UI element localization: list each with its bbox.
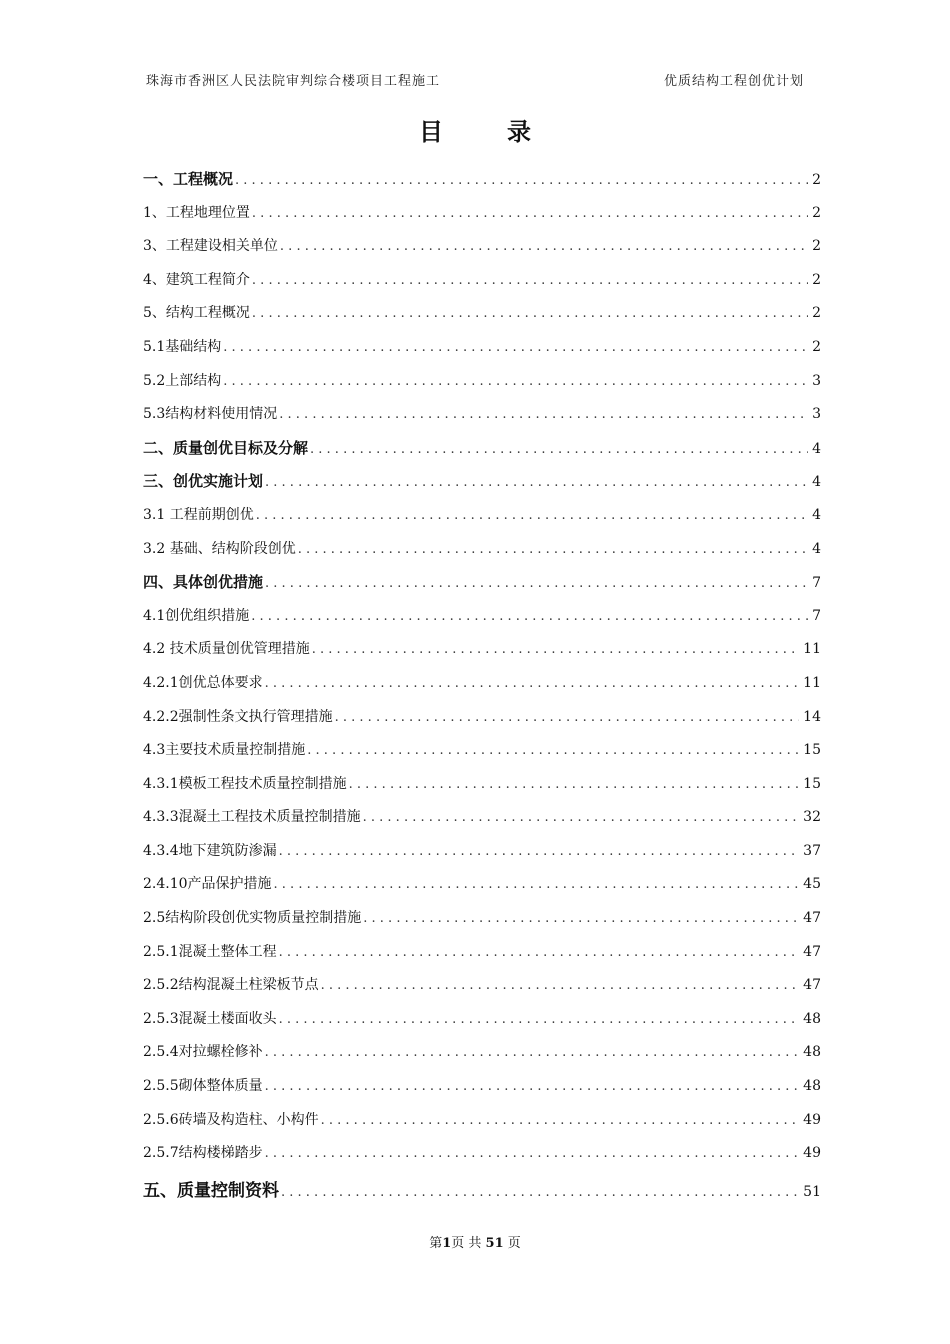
toc-leader-dots: [223, 374, 808, 389]
toc-entry-label: 2.5.1混凝土整体工程: [143, 943, 277, 960]
toc-entry[interactable]: [143, 907, 821, 941]
toc-entry-label: 四、具体创优措施: [143, 573, 264, 592]
toc-entry[interactable]: [143, 873, 821, 907]
toc-entry[interactable]: [143, 470, 821, 504]
toc-entry[interactable]: [143, 638, 821, 672]
toc-entry-page: 4: [812, 540, 821, 557]
toc-leader-dots: [265, 576, 808, 591]
toc-leader-dots: [279, 407, 808, 422]
toc-entry-label: 5.2上部结构: [143, 372, 222, 389]
footer-suffix: 页: [503, 1236, 521, 1251]
toc-entry-label: 三、创优实施计划: [143, 472, 264, 491]
toc-entry[interactable]: [143, 571, 821, 605]
toc-entry-page: 4: [812, 506, 821, 523]
table-of-contents: [143, 168, 821, 1209]
toc-entry-page: 11: [803, 641, 821, 658]
toc-entry[interactable]: [143, 1109, 821, 1143]
toc-entry-page: 47: [803, 910, 821, 927]
toc-entry-page: 2: [812, 238, 821, 255]
toc-entry-page: 47: [803, 977, 821, 994]
toc-entry-label: 5、结构工程概况: [143, 305, 250, 322]
toc-leader-dots: [252, 206, 808, 221]
toc-entry[interactable]: [143, 605, 821, 639]
toc-entry-page: 48: [803, 1044, 821, 1061]
toc-entry-label: 2.5结构阶段创优实物质量控制措施: [143, 910, 362, 927]
toc-entry-page: 32: [803, 809, 821, 826]
toc-leader-dots: [256, 508, 808, 523]
toc-entry[interactable]: [143, 739, 821, 773]
toc-entry-label: 5.1基础结构: [143, 338, 222, 355]
toc-entry[interactable]: [143, 974, 821, 1008]
toc-entry-page: 14: [803, 708, 821, 725]
toc-entry-label: 3、工程建设相关单位: [143, 238, 278, 255]
toc-entry-page: 48: [803, 1010, 821, 1027]
toc-entry[interactable]: [143, 336, 821, 370]
toc-entry[interactable]: [143, 538, 821, 572]
toc-entry-label: 五、质量控制资料: [143, 1180, 279, 1201]
toc-entry-label: 4.1创优组织措施: [143, 607, 250, 624]
toc-entry-page: 2: [812, 305, 821, 322]
toc-entry-page: 48: [803, 1078, 821, 1095]
toc-entry-page: 2: [812, 172, 821, 188]
toc-entry[interactable]: [143, 706, 821, 740]
toc-entry-page: 15: [803, 742, 821, 759]
toc-leader-dots: [265, 1045, 800, 1060]
toc-entry-label: 4.3主要技术质量控制措施: [143, 742, 306, 759]
toc-entry-label: 4.3.3混凝土工程技术质量控制措施: [143, 809, 361, 826]
toc-entry-page: 3: [812, 406, 821, 423]
toc-entry[interactable]: [143, 806, 821, 840]
toc-leader-dots: [335, 710, 800, 725]
toc-leader-dots: [279, 844, 800, 859]
toc-entry-label: 2.5.7结构楼梯踏步: [143, 1145, 263, 1162]
toc-leader-dots: [349, 777, 800, 792]
toc-entry-label: 4.3.1模板工程技术质量控制措施: [143, 775, 347, 792]
toc-entry-label: 2.5.4对拉螺栓修补: [143, 1044, 263, 1061]
toc-entry-page: 7: [812, 575, 821, 592]
toc-entry-page: 11: [803, 674, 821, 691]
toc-leader-dots: [298, 542, 808, 557]
toc-leader-dots: [223, 340, 808, 355]
toc-leader-dots: [274, 877, 800, 892]
toc-leader-dots: [363, 810, 800, 825]
toc-entry-page: 15: [803, 775, 821, 792]
toc-entry[interactable]: [143, 235, 821, 269]
toc-leader-dots: [279, 945, 800, 960]
toc-entry[interactable]: [143, 1008, 821, 1042]
toc-leader-dots: [321, 978, 800, 993]
header-project-name: 珠海市香洲区人民法院审判综合楼项目工程施工: [146, 74, 441, 89]
toc-entry[interactable]: [143, 773, 821, 807]
toc-leader-dots: [265, 676, 800, 691]
toc-entry-label: 一、工程概况: [143, 170, 234, 188]
footer-mid: 页 共: [451, 1236, 486, 1251]
toc-leader-dots: [265, 475, 808, 490]
toc-entry-page: 47: [803, 943, 821, 960]
toc-entry-page: 45: [803, 876, 821, 893]
toc-leader-dots: [281, 1185, 799, 1200]
footer-total-pages: 51: [485, 1236, 504, 1251]
toc-entry-label: 3.2 基础、结构阶段创优: [143, 540, 296, 557]
toc-entry-page: 49: [803, 1111, 821, 1128]
toc-entry-page: 4: [812, 440, 821, 457]
toc-entry-page: 4: [812, 474, 821, 491]
toc-entry[interactable]: [143, 403, 821, 437]
toc-entry-label: 2.5.2结构混凝土柱梁板节点: [143, 977, 319, 994]
toc-entry-page: 37: [803, 842, 821, 859]
toc-title: [0, 112, 950, 152]
toc-entry-label: 二、质量创优目标及分解: [143, 438, 309, 457]
toc-entry[interactable]: [143, 1075, 821, 1109]
toc-entry-page: 2: [812, 204, 821, 221]
toc-entry-page: 49: [803, 1145, 821, 1162]
toc-entry-label: 5.3结构材料使用情况: [143, 406, 278, 423]
toc-entry[interactable]: [143, 1142, 821, 1176]
page-header: [146, 70, 804, 92]
toc-entry-label: 1、工程地理位置: [143, 204, 250, 221]
page-footer: [0, 1232, 950, 1251]
toc-leader-dots: [265, 1079, 800, 1094]
toc-entry-page: 3: [812, 372, 821, 389]
toc-leader-dots: [251, 609, 808, 624]
toc-entry[interactable]: [143, 941, 821, 975]
toc-entry[interactable]: [143, 202, 821, 236]
toc-entry[interactable]: [143, 1041, 821, 1075]
toc-entry-label: 2.5.3混凝土楼面收头: [143, 1010, 277, 1027]
toc-leader-dots: [280, 239, 808, 254]
toc-entry-page: 2: [812, 338, 821, 355]
toc-entry[interactable]: [143, 370, 821, 404]
toc-leader-dots: [265, 1146, 800, 1161]
toc-entry[interactable]: [143, 168, 821, 202]
toc-entry[interactable]: [143, 840, 821, 874]
toc-title-char-1: 目: [419, 118, 443, 146]
toc-entry-label: 4.2.1创优总体要求: [143, 674, 263, 691]
toc-entry-label: 2.5.5砌体整体质量: [143, 1078, 263, 1095]
toc-leader-dots: [279, 1012, 800, 1027]
toc-entry-label: 3.1 工程前期创优: [143, 506, 254, 523]
toc-entry-label: 4.3.4地下建筑防渗漏: [143, 842, 277, 859]
toc-entry[interactable]: [143, 1176, 821, 1210]
toc-entry-label: 4.2.2强制性条文执行管理措施: [143, 708, 333, 725]
toc-entry-page: 2: [812, 271, 821, 288]
toc-entry[interactable]: [143, 504, 821, 538]
toc-leader-dots: [252, 273, 808, 288]
toc-entry[interactable]: [143, 437, 821, 471]
toc-leader-dots: [312, 642, 799, 657]
toc-title-char-2: 录: [507, 118, 531, 146]
toc-leader-dots: [310, 442, 808, 457]
toc-leader-dots: [321, 1113, 800, 1128]
toc-leader-dots: [235, 173, 808, 188]
header-document-title: 优质结构工程创优计划: [663, 74, 804, 89]
footer-current-page: 1: [442, 1236, 452, 1251]
toc-entry[interactable]: [143, 672, 821, 706]
toc-entry-page: 7: [812, 607, 821, 624]
toc-entry-label: 4.2 技术质量创优管理措施: [143, 641, 310, 658]
toc-entry[interactable]: [143, 302, 821, 336]
toc-leader-dots: [307, 743, 799, 758]
toc-entry[interactable]: [143, 269, 821, 303]
toc-entry-label: 2.5.6砖墙及构造柱、小构件: [143, 1111, 319, 1128]
toc-leader-dots: [363, 911, 799, 926]
toc-entry-page: 51: [803, 1183, 821, 1200]
toc-leader-dots: [252, 306, 808, 321]
toc-entry-label: 2.4.10产品保护措施: [143, 876, 272, 893]
toc-entry-label: 4、建筑工程简介: [143, 271, 250, 288]
footer-prefix: 第: [429, 1236, 443, 1251]
